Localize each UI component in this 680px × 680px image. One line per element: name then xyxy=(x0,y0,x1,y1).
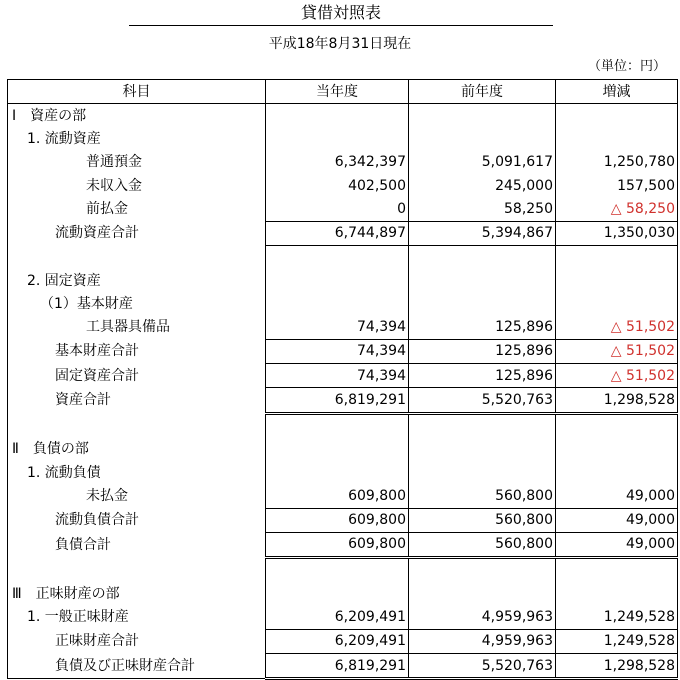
table-row xyxy=(8,128,678,151)
row-label: 1. 一般正味財産 xyxy=(8,606,266,630)
table-row xyxy=(8,221,678,245)
current-year-value xyxy=(266,558,409,583)
table-body xyxy=(8,104,678,679)
previous-year-value: 5,520,763 xyxy=(409,388,556,413)
table-row xyxy=(8,413,678,438)
table-row xyxy=(8,104,678,128)
previous-year-value: 5,394,867 xyxy=(409,221,556,245)
table-row xyxy=(8,629,678,653)
change-value: 1,298,528 xyxy=(556,388,678,413)
change-value xyxy=(556,292,678,315)
table-row xyxy=(8,197,678,221)
previous-year-value xyxy=(409,461,556,484)
table-row xyxy=(8,339,678,363)
change-value xyxy=(556,582,678,605)
table-row xyxy=(8,151,678,174)
change-value xyxy=(556,413,678,438)
table-row xyxy=(8,654,678,679)
change-value xyxy=(556,461,678,484)
previous-year-value: 4,959,963 xyxy=(409,606,556,630)
change-value: △ 51,502 xyxy=(556,364,678,388)
change-value: 1,250,780 xyxy=(556,151,678,174)
current-year-value xyxy=(266,413,409,438)
previous-year-value: 125,896 xyxy=(409,364,556,388)
current-year-value xyxy=(266,438,409,461)
change-value xyxy=(556,245,678,269)
current-year-value xyxy=(266,104,409,128)
balance-sheet-table xyxy=(7,79,678,680)
header-previous-year: 前年度 xyxy=(409,80,556,104)
row-label: 工具器具備品 xyxy=(8,316,266,340)
row-label: Ⅰ 資産の部 xyxy=(8,104,266,128)
row-label: 1. 流動資産 xyxy=(8,128,266,151)
change-value: 49,000 xyxy=(556,532,678,557)
table-row xyxy=(8,508,678,532)
previous-year-value: 5,091,617 xyxy=(409,151,556,174)
current-year-value: 6,342,397 xyxy=(266,151,409,174)
row-label: Ⅲ 正味財産の部 xyxy=(8,582,266,605)
current-year-value: 6,819,291 xyxy=(266,388,409,413)
previous-year-value xyxy=(409,245,556,269)
row-label: 普通預金 xyxy=(8,151,266,174)
current-year-value: 609,800 xyxy=(266,508,409,532)
table-row xyxy=(8,388,678,413)
current-year-value: 402,500 xyxy=(266,174,409,197)
previous-year-value xyxy=(409,558,556,583)
row-label xyxy=(8,245,266,269)
row-label: 未払金 xyxy=(8,484,266,508)
current-year-value xyxy=(266,128,409,151)
change-value: 1,249,528 xyxy=(556,629,678,653)
change-value: △ 51,502 xyxy=(556,339,678,363)
row-label: 基本財産合計 xyxy=(8,339,266,363)
row-label: 正味財産合計 xyxy=(8,629,266,653)
document-title: 貸借対照表 xyxy=(129,3,553,26)
table-row xyxy=(8,292,678,315)
table-row xyxy=(8,245,678,269)
current-year-value: 74,394 xyxy=(266,339,409,363)
header-change: 増減 xyxy=(556,80,678,104)
row-label: 未収入金 xyxy=(8,174,266,197)
row-label: 資産合計 xyxy=(8,388,266,413)
previous-year-value: 245,000 xyxy=(409,174,556,197)
table-row xyxy=(8,582,678,605)
header-account: 科目 xyxy=(8,80,266,104)
current-year-value xyxy=(266,292,409,315)
change-value: 1,350,030 xyxy=(556,221,678,245)
table-row xyxy=(8,461,678,484)
row-label: （1）基本財産 xyxy=(8,292,266,315)
current-year-value: 609,800 xyxy=(266,532,409,557)
row-label: 1. 流動負債 xyxy=(8,461,266,484)
table-row xyxy=(8,532,678,557)
current-year-value xyxy=(266,461,409,484)
table-row xyxy=(8,269,678,292)
previous-year-value xyxy=(409,438,556,461)
unit-label: （単位：円） xyxy=(587,59,666,74)
previous-year-value: 125,896 xyxy=(409,339,556,363)
row-label: 流動資産合計 xyxy=(8,221,266,245)
table-header-row xyxy=(8,80,678,104)
previous-year-value: 58,250 xyxy=(409,197,556,221)
current-year-value: 6,819,291 xyxy=(266,654,409,679)
current-year-value: 6,744,897 xyxy=(266,221,409,245)
change-value: △ 58,250 xyxy=(556,197,678,221)
current-year-value: 74,394 xyxy=(266,364,409,388)
row-label: Ⅱ 負債の部 xyxy=(8,438,266,461)
table-row xyxy=(8,606,678,630)
table-row xyxy=(8,484,678,508)
row-label xyxy=(8,413,266,438)
row-label: 前払金 xyxy=(8,197,266,221)
current-year-value: 6,209,491 xyxy=(266,606,409,630)
table-row xyxy=(8,174,678,197)
change-value xyxy=(556,438,678,461)
previous-year-value: 560,800 xyxy=(409,532,556,557)
change-value: 157,500 xyxy=(556,174,678,197)
report-date: 平成18年8月31日現在 xyxy=(268,36,412,52)
change-value: 49,000 xyxy=(556,508,678,532)
current-year-value xyxy=(266,269,409,292)
current-year-value xyxy=(266,582,409,605)
current-year-value: 609,800 xyxy=(266,484,409,508)
change-value xyxy=(556,128,678,151)
row-label: 負債合計 xyxy=(8,532,266,557)
current-year-value: 6,209,491 xyxy=(266,629,409,653)
change-value xyxy=(556,104,678,128)
row-label: 固定資産合計 xyxy=(8,364,266,388)
change-value xyxy=(556,558,678,583)
row-label xyxy=(8,558,266,583)
previous-year-value xyxy=(409,413,556,438)
current-year-value: 74,394 xyxy=(266,316,409,340)
previous-year-value xyxy=(409,128,556,151)
previous-year-value: 5,520,763 xyxy=(409,654,556,679)
previous-year-value xyxy=(409,104,556,128)
table-row xyxy=(8,558,678,583)
current-year-value: 0 xyxy=(266,197,409,221)
row-label: 流動負債合計 xyxy=(8,508,266,532)
previous-year-value: 4,959,963 xyxy=(409,629,556,653)
table-row xyxy=(8,364,678,388)
change-value: 1,298,528 xyxy=(556,654,678,679)
previous-year-value: 125,896 xyxy=(409,316,556,340)
change-value xyxy=(556,269,678,292)
change-value: 49,000 xyxy=(556,484,678,508)
previous-year-value: 560,800 xyxy=(409,508,556,532)
change-value: 1,249,528 xyxy=(556,606,678,630)
row-label: 負債及び正味財産合計 xyxy=(8,654,266,679)
table-row xyxy=(8,316,678,340)
previous-year-value xyxy=(409,582,556,605)
change-value: △ 51,502 xyxy=(556,316,678,340)
row-label: 2. 固定資産 xyxy=(8,269,266,292)
previous-year-value xyxy=(409,292,556,315)
previous-year-value: 560,800 xyxy=(409,484,556,508)
table-row xyxy=(8,438,678,461)
header-current-year: 当年度 xyxy=(266,80,409,104)
previous-year-value xyxy=(409,269,556,292)
current-year-value xyxy=(266,245,409,269)
